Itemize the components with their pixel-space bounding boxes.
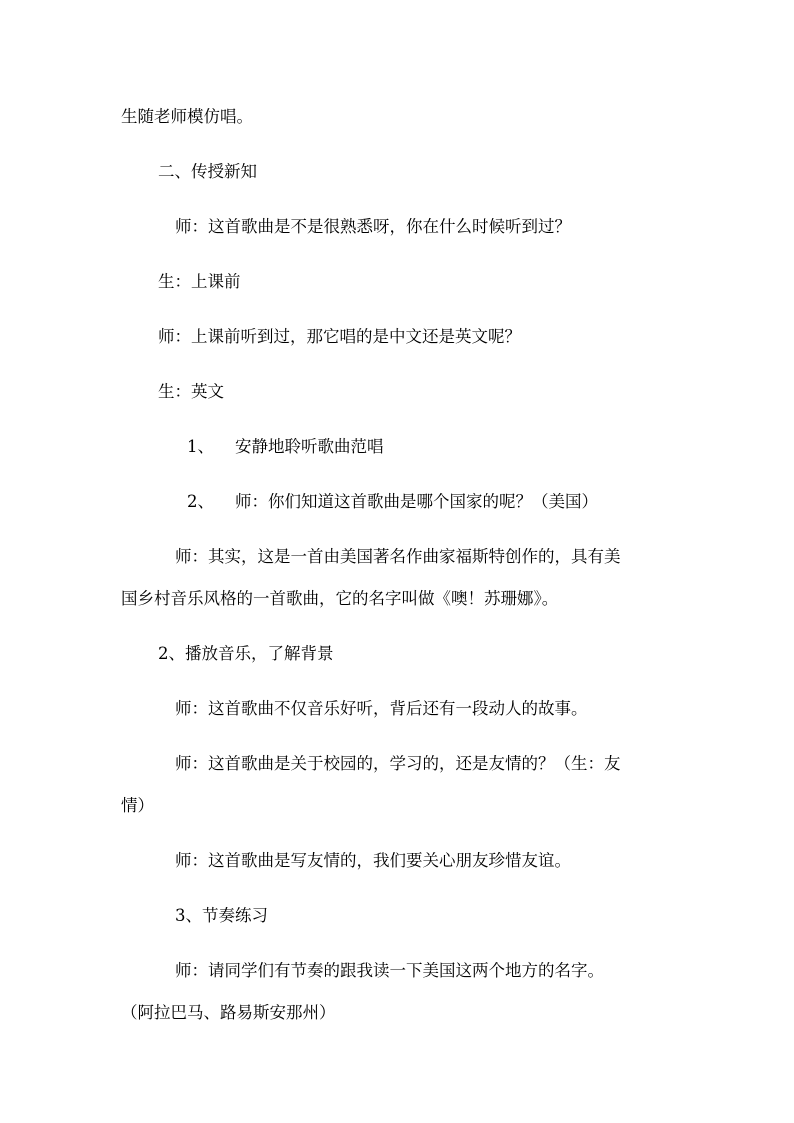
- text-line: 师：其实，这是一首由美国著名作曲家福斯特创作的，具有美: [175, 547, 621, 566]
- text-line: 师：请同学们有节奏的跟我读一下美国这两个地方的名字。: [175, 961, 604, 980]
- section-heading: 3、节奏练习: [175, 906, 268, 925]
- text-line: （阿拉巴马、路易斯安那州）: [121, 1003, 336, 1022]
- text-line: 生：上课前: [158, 272, 241, 291]
- section-heading: 2、播放音乐，了解背景: [158, 644, 334, 663]
- numbered-item: 2、 师：你们知道这首歌曲是哪个国家的呢？（美国）: [187, 492, 598, 511]
- text-line: 师：这首歌曲是不是很熟悉呀，你在什么时候听到过？: [175, 217, 571, 236]
- text-line: 国乡村音乐风格的一首歌曲，它的名字叫做《噢！苏珊娜》。: [121, 589, 559, 608]
- text-line: 生：英文: [158, 382, 224, 401]
- text-line: 师：这首歌曲是关于校园的，学习的，还是友情的？（生：友: [175, 754, 621, 773]
- text-line: 师：这首歌曲不仅音乐好听，背后还有一段动人的故事。: [175, 699, 588, 718]
- numbered-item: 1、 安静地聆听歌曲范唱: [187, 437, 384, 456]
- text-line: 师：这首歌曲是写友情的，我们要关心朋友珍惜友谊。: [175, 851, 571, 870]
- text-line: 师：上课前听到过，那它唱的是中文还是英文呢？: [158, 327, 521, 346]
- section-heading: 二、传授新知: [158, 162, 257, 181]
- text-line: 生随老师模仿唱。: [121, 107, 253, 126]
- text-line: 情）: [121, 796, 154, 815]
